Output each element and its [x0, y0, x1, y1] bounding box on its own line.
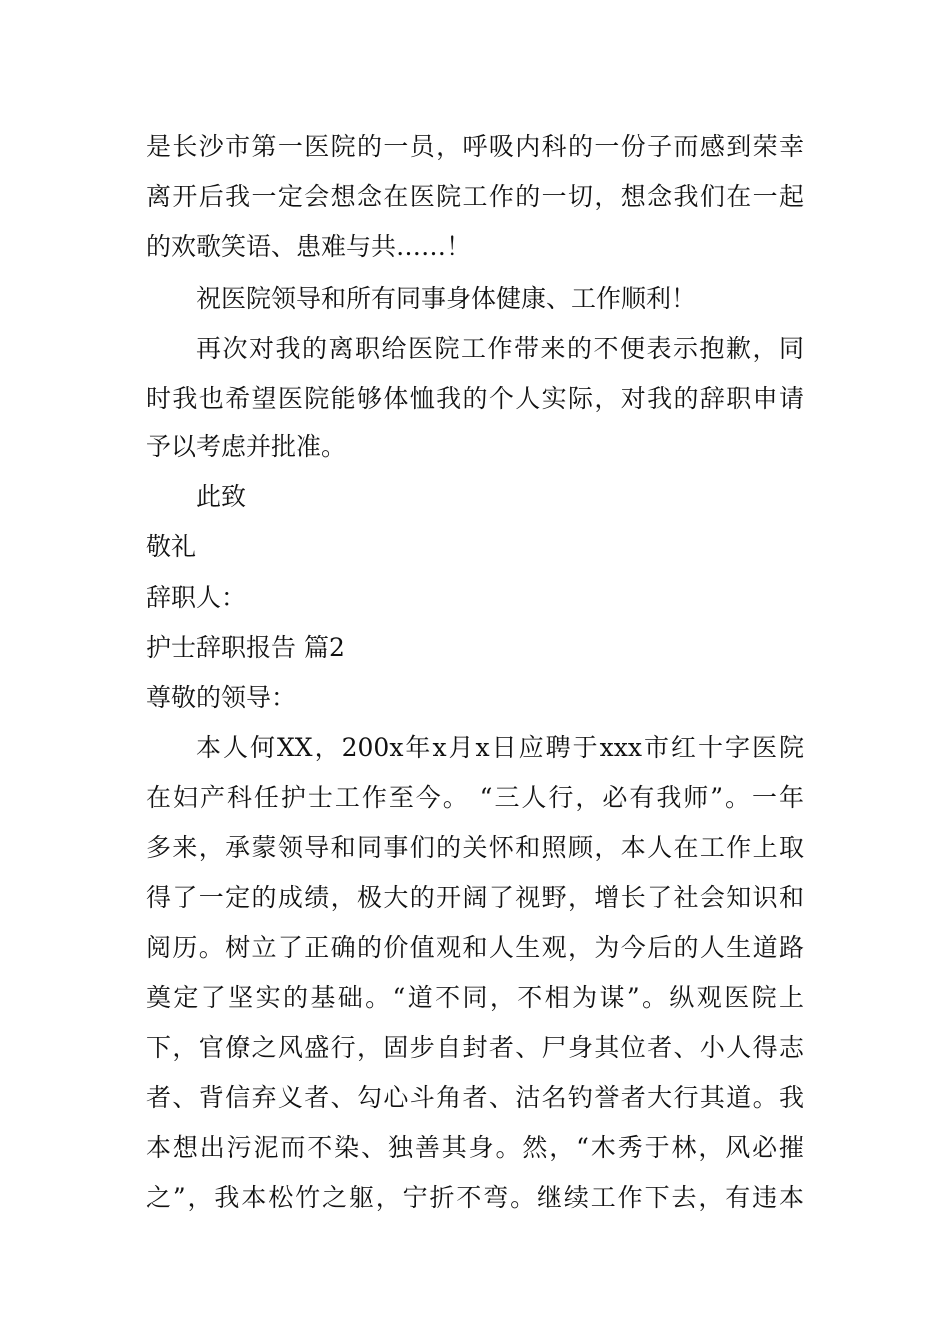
text-line: 者、背信弃义者、勾心斗角者、沽名钓誉者大行其道。我 [146, 1083, 804, 1112]
text-line: 是长沙市第一医院的一员，呼吸内科的一份子而感到荣幸 [146, 132, 804, 161]
text-line: 离开后我一定会想念在医院工作的一切，想念我们在一起 [146, 182, 804, 211]
signer-label: 辞职人： [146, 583, 247, 612]
text-line: 得了一定的成绩，极大的开阔了视野，增长了社会知识和 [146, 883, 804, 912]
text-line: 予以考虑并批准。 [146, 432, 347, 461]
text-line: 本想出污泥而不染、独善其身。然，“木秀于林，风必摧 [146, 1133, 804, 1162]
text-line: 阅历。树立了正确的价值观和人生观，为今后的人生道路 [146, 933, 804, 962]
section-title: 护士辞职报告 篇2 [146, 633, 345, 662]
text-line: 下，官僚之风盛行，固步自封者、尸身其位者、小人得志 [146, 1033, 804, 1062]
text-line: 时我也希望医院能够体恤我的个人实际，对我的辞职申请 [146, 384, 804, 413]
text-line: 之”，我本松竹之躯，宁折不弯。继续工作下去，有违本 [146, 1183, 804, 1212]
text-line: 奠定了坚实的基础。“道不同，不相为谋”。纵观医院上 [146, 983, 804, 1012]
text-line: 的欢歌笑语、患难与共……！ [146, 232, 472, 261]
greeting-line: 尊敬的领导： [146, 683, 297, 712]
text-line: 本人何XX，200x年x月x日应聘于xxx市红十字医院 [196, 733, 804, 762]
text-line: 在妇产科任护士工作至今。 “三人行，必有我师”。一年 [146, 783, 804, 812]
salutation-line: 此致 [196, 482, 247, 511]
salutation-line: 敬礼 [146, 532, 197, 561]
text-line: 多来，承蒙领导和同事们的关怀和照顾，本人在工作上取 [146, 833, 804, 862]
text-line: 再次对我的离职给医院工作带来的不便表示抱歉，同 [196, 334, 804, 363]
text-line: 祝医院领导和所有同事身体健康、工作顺利！ [196, 284, 697, 313]
